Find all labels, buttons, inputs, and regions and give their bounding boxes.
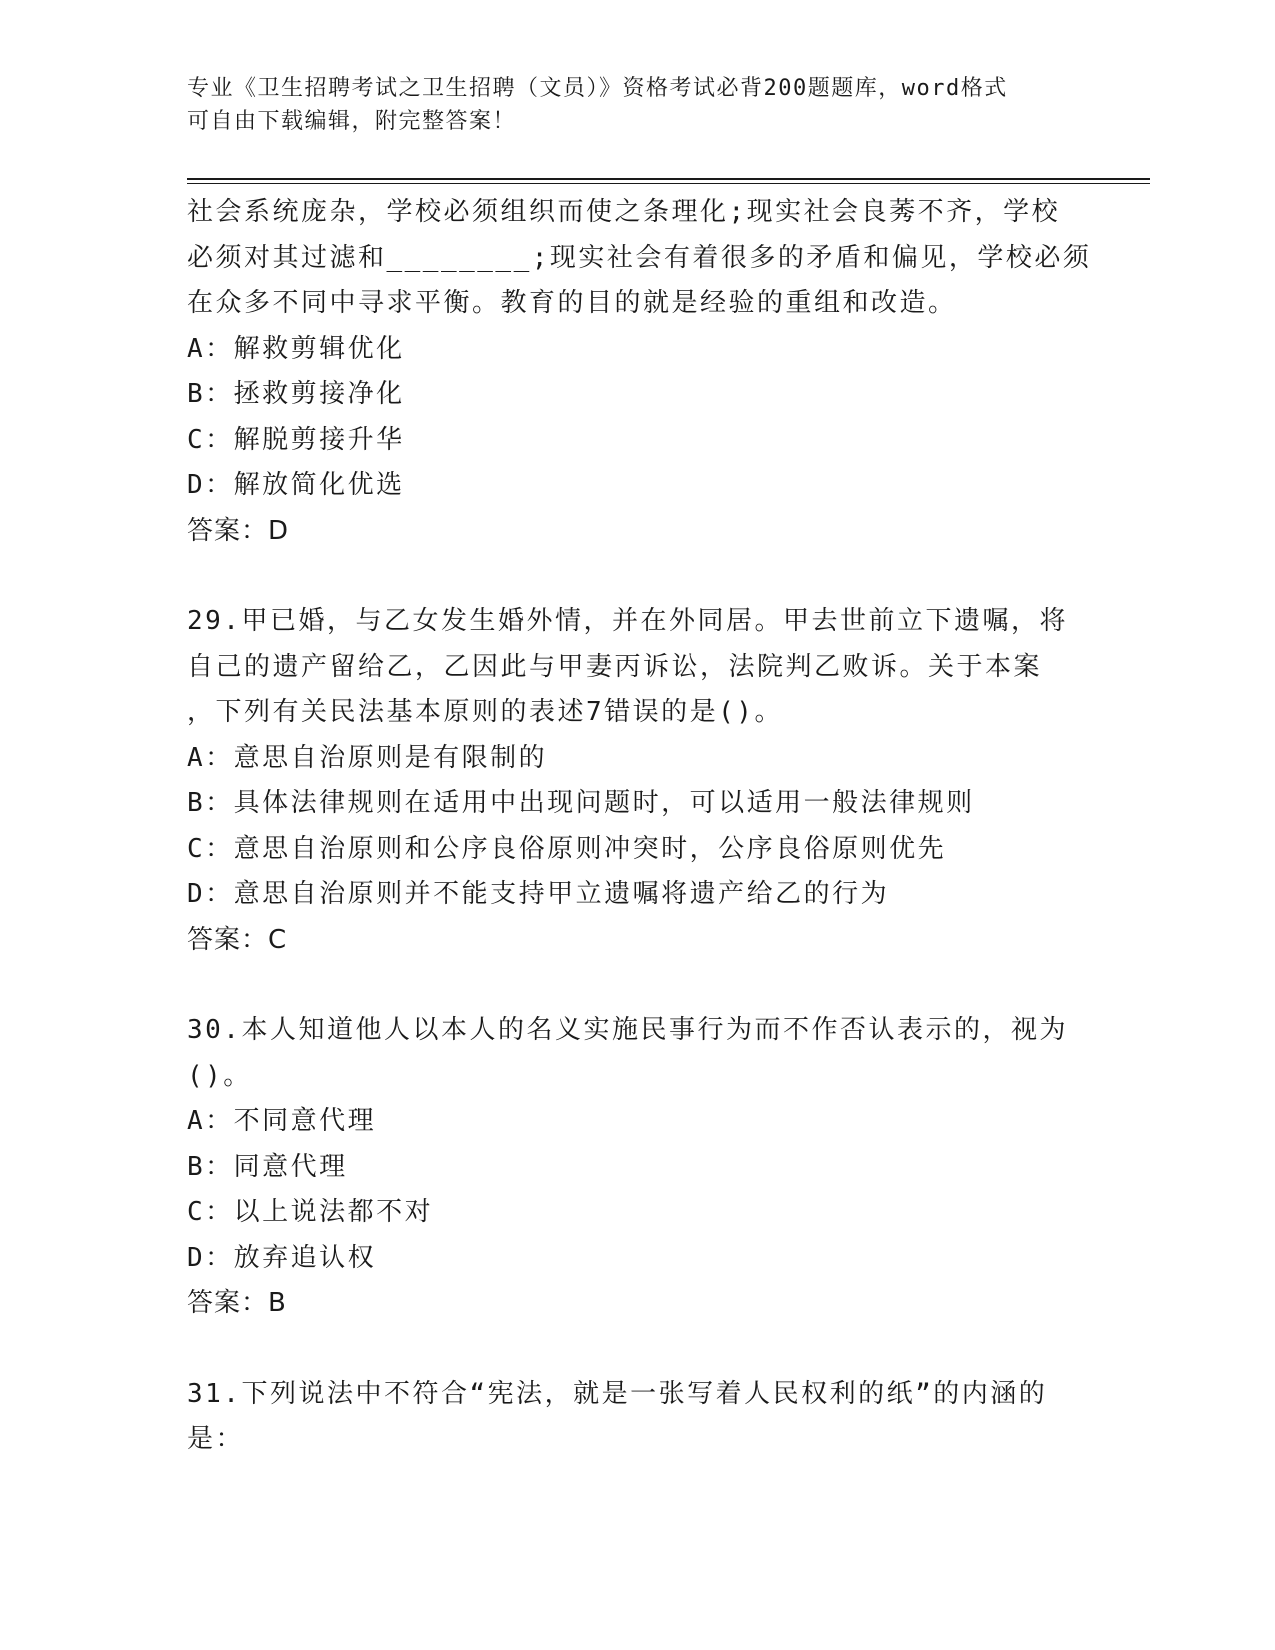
option-d: D：放弃追认权 [187, 1242, 377, 1273]
question-31 [187, 1372, 1087, 1463]
question-28 [187, 190, 1092, 554]
question-29 [187, 599, 1087, 963]
option-a: A：解救剪辑优化 [187, 333, 405, 364]
option-a: A：不同意代理 [187, 1106, 377, 1136]
question-text-line: 是： [187, 1424, 245, 1454]
option-c: C：意思自治原则和公序良俗原则冲突时，公序良俗原则优先 [187, 833, 947, 864]
question-text-line: 29.甲已婚，与乙女发生婚外情，并在外同居。甲去世前立下遗嘱，将 [187, 606, 1068, 636]
document-header [187, 72, 1087, 138]
answer-line: 答案：D [187, 515, 290, 546]
header-rule-thin [187, 183, 1150, 184]
question-text-line: 必须对其过滤和________;现实社会有着很多的矛盾和偏见，学校必须 [187, 242, 1092, 273]
question-text-line: 31.下列说法中不符合“宪法，就是一张写着人民权利的纸”的内涵的 [187, 1378, 1048, 1409]
option-b: B：具体法律规则在适用中出现问题时，可以适用一般法律规则 [187, 788, 975, 818]
question-text-line: 社会系统庞杂，学校必须组织而使之条理化;现实社会良莠不齐，学校 [187, 197, 1061, 227]
answer-line: 答案：B [187, 1288, 287, 1318]
question-text-line: 在众多不同中寻求平衡。教育的目的就是经验的重组和改造。 [187, 288, 957, 318]
option-a: A：意思自治原则是有限制的 [187, 742, 548, 773]
answer-line: 答案：C [187, 924, 288, 955]
question-30 [187, 1008, 1087, 1327]
question-text-line: 自己的遗产留给乙，乙因此与甲妻丙诉讼，法院判乙败诉。关于本案 [187, 651, 1043, 682]
question-text-line: ()。 [187, 1060, 252, 1091]
question-text-line: 30.本人知道他人以本人的名义实施民事行为而不作否认表示的，视为 [187, 1015, 1068, 1045]
spacer [187, 554, 1087, 599]
header-line-2: 可自由下载编辑，附完整答案！ [187, 109, 517, 134]
spacer [187, 1327, 1087, 1372]
question-text-line: ，下列有关民法基本原则的表述7错误的是()。 [187, 697, 783, 727]
spacer [187, 963, 1087, 1008]
option-b: B：拯救剪接净化 [187, 379, 405, 409]
option-c: C：解脱剪接升华 [187, 424, 405, 455]
header-rule-thick [187, 178, 1150, 180]
question-list [187, 190, 1092, 1463]
option-c: C：以上说法都不对 [187, 1197, 434, 1227]
option-d: D：解放简化优选 [187, 470, 405, 500]
header-line-1: 专业《卫生招聘考试之卫生招聘（文员）》资格考试必背200题题库，word格式 [187, 76, 1008, 101]
option-b: B：同意代理 [187, 1151, 348, 1182]
option-d: D：意思自治原则并不能支持甲立遗嘱将遗产给乙的行为 [187, 879, 890, 909]
